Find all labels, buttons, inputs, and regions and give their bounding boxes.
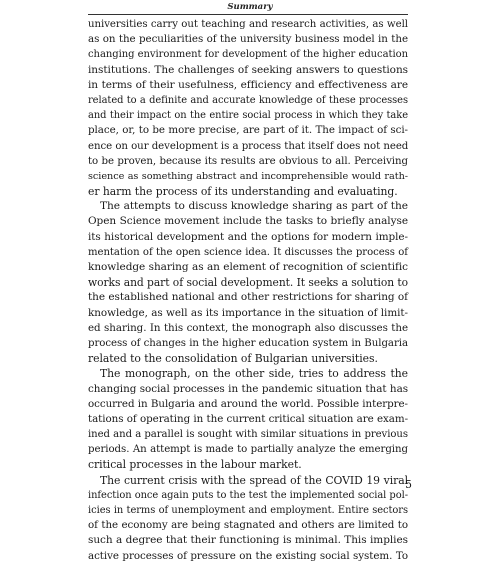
text-line: The current crisis with the spread of the COVID 19 viral — [100, 473, 408, 487]
text-line: science as something abstract and incomprehensible would rath- — [88, 170, 408, 182]
text-line: such a degree that their functioning is minimal. This implies — [88, 534, 408, 547]
text-line: changing environment for development of the higher education — [88, 49, 408, 61]
text-line: place, or, to be more precise, are part of it. The impact of sci- — [88, 124, 408, 137]
text-line: to be proven, because its results are obvious to all. Perceiving — [88, 155, 408, 167]
text-line: changing social processes in the pandemic situation that has — [88, 382, 408, 395]
text-line: active processes of pressure on the existing social system. To — [88, 549, 408, 562]
text-line: ence on our development is a process that itself does not need — [88, 140, 409, 152]
text-line: the established national and other restrictions for sharing of — [88, 291, 408, 304]
text-line: periods. An attempt is made to partially analyze the emerging — [88, 444, 408, 456]
text-line: process of changes in the higher education system in Bulgaria — [88, 337, 408, 349]
text-line: The monograph, on the other side, tries to address the — [100, 367, 408, 381]
text-line: related to the consolidation of Bulgarian universities. — [88, 352, 378, 366]
text-line: in terms of their usefulness, efficiency and effectiveness are — [88, 78, 408, 91]
text-line: mentation of the open science idea. It discusses the process of — [88, 246, 408, 258]
text-line: institutions. The challenges of seeking answers to questions — [88, 63, 408, 76]
text-line: works and part of social development. It seeks a solution to — [88, 276, 409, 290]
text-line: occurred in Bulgaria and around the world. Possible interpre- — [88, 397, 408, 410]
body-text — [88, 17, 408, 564]
text-line: and their impact on the entire social process in which they take — [88, 110, 408, 122]
text-line: icies in terms of unemployment and employment. Entire sectors — [88, 505, 408, 516]
text-line: universities carry out teaching and research activities, as well — [88, 19, 408, 30]
text-line: knowledge, as well as its importance in the situation of limit- — [88, 306, 408, 319]
text-line: as on the peculiarities of the university business model in the — [88, 33, 408, 46]
text-line: The attempts to discuss knowledge sharing as part of the — [100, 200, 408, 213]
text-line: er harm the process of its understanding and evaluating. — [88, 185, 398, 199]
text-line: related to a definite and accurate knowledge of these processes — [88, 94, 408, 106]
text-line: ed sharing. In this context, the monograph also discusses the — [88, 321, 408, 334]
text-line: its historical development and the options for modern imple- — [88, 230, 408, 243]
running-head: Summary — [227, 2, 273, 12]
text-line: tations of operating in the current critical situation are exam- — [88, 412, 408, 425]
text-line: infection once again puts to the test the implemented social pol- — [88, 489, 408, 501]
text-line: critical processes in the labour market. — [88, 458, 302, 472]
text-line: Open Science movement include the tasks to briefly analyse — [88, 215, 408, 228]
page-number: 5 — [405, 478, 412, 491]
text-line: ined and a parallel is sought with similar situations in previous — [88, 429, 408, 441]
header-rule — [88, 14, 408, 15]
text-line: of the economy are being stagnated and others are limited to — [88, 519, 408, 532]
text-line: knowledge sharing as an element of recognition of scientific — [88, 261, 408, 273]
